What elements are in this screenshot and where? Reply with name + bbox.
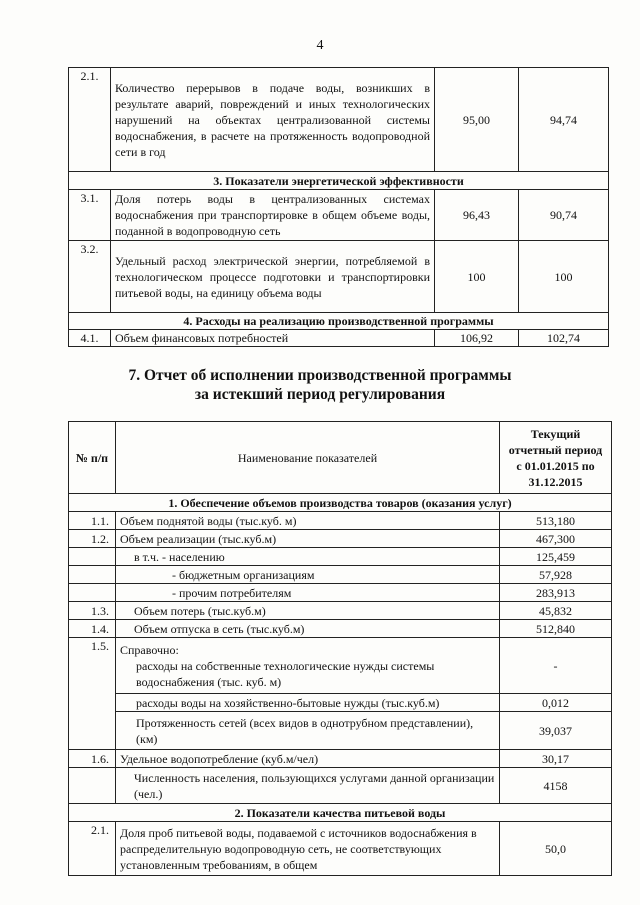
row-value: 45,832: [500, 602, 612, 620]
table-row: [69, 68, 609, 172]
table-row: [69, 638, 612, 694]
table-row: [69, 330, 609, 347]
row-value: -: [500, 638, 612, 694]
table-row: [69, 566, 612, 584]
row-value: 4158: [500, 768, 612, 804]
table-row: [69, 548, 612, 566]
row-name: в т.ч. - населению: [116, 548, 500, 566]
indicators-table-continued: [68, 67, 609, 347]
row-number: 1.1.: [69, 512, 116, 530]
row-name: Объем поднятой воды (тыс.куб. м): [116, 512, 500, 530]
report-heading: [0, 366, 640, 404]
row-value: 283,913: [500, 584, 612, 602]
row-name: Доля потерь воды в централизованных системах водоснабжения при транспортировке в общем объеме воды, поданной в водопроводную сеть: [111, 190, 435, 241]
table-row: [69, 602, 612, 620]
table-row: [69, 584, 612, 602]
program-report-table: [68, 421, 612, 876]
table-row: [69, 768, 612, 804]
row-value-plan: 96,43: [435, 190, 519, 241]
row-name: Объем потерь (тыс.куб.м): [116, 602, 500, 620]
section-row: [69, 172, 609, 190]
row-name: - прочим потребителям: [116, 584, 500, 602]
table-row: [69, 241, 609, 313]
reference-label: Справочно:: [120, 642, 179, 657]
table-row: [69, 620, 612, 638]
row-number: 3.1.: [69, 190, 111, 241]
row-number: 1.3.: [69, 602, 116, 620]
section-title: 2. Показатели качества питьевой воды: [69, 804, 612, 822]
row-number: 1.4.: [69, 620, 116, 638]
section-row: [69, 494, 612, 512]
row-name: Удельный расход электрической энергии, потребляемой в технологическом процессе подготовки и транспортировки питьевой воды, на единицу объема воды: [111, 241, 435, 313]
row-number: 1.2.: [69, 530, 116, 548]
row-value: 0,012: [500, 694, 612, 712]
table-row: [69, 822, 612, 876]
header-period: Текущий отчетный период с 01.01.2015 по 31.12.2015: [500, 422, 612, 494]
row-value: 512,840: [500, 620, 612, 638]
row-name: Доля проб питьевой воды, подаваемой с источников водоснабжения в распределительную водопроводную сеть, не соответствующих установленным требованиям, в общем: [116, 822, 500, 876]
row-value-actual: 90,74: [519, 190, 609, 241]
header-num: № п/п: [69, 422, 116, 494]
row-value: 50,0: [500, 822, 612, 876]
row-name: Объем отпуска в сеть (тыс.куб.м): [116, 620, 500, 638]
row-value-actual: 102,74: [519, 330, 609, 347]
table-row: [69, 694, 612, 712]
row-value: 513,180: [500, 512, 612, 530]
row-name: Количество перерывов в подаче воды, возникших в результате аварий, повреждений и иных технологических нарушений на объектах централизованной системы водоснабжения, в расчете на протяженность водопроводной сети в год: [111, 68, 435, 172]
row-name: [116, 638, 500, 694]
row-name: Объем финансовых потребностей: [111, 330, 435, 347]
row-name: Удельное водопотребление (куб.м/чел): [116, 750, 500, 768]
row-name: расходы воды на хозяйственно-бытовые нужды (тыс.куб.м): [116, 694, 500, 712]
row-value: 30,17: [500, 750, 612, 768]
section-row: [69, 804, 612, 822]
row-number: 4.1.: [69, 330, 111, 347]
header-row: [69, 422, 612, 494]
report-heading-line1: 7. Отчет об исполнении производственной программы: [128, 367, 512, 384]
row-number: 2.1.: [69, 822, 116, 876]
table-row: [69, 750, 612, 768]
table-row: [69, 712, 612, 750]
row-value-plan: 106,92: [435, 330, 519, 347]
row-value: 39,037: [500, 712, 612, 750]
table-row: [69, 190, 609, 241]
section-title: 3. Показатели энергетической эффективности: [69, 172, 609, 190]
row-value: 467,300: [500, 530, 612, 548]
row-number: 1.6.: [69, 750, 116, 768]
row-number: 2.1.: [69, 68, 111, 172]
table-row: [69, 512, 612, 530]
row-value-actual: 100: [519, 241, 609, 313]
page-number: 4: [316, 38, 324, 53]
header-name: Наименование показателей: [116, 422, 500, 494]
row-number: 3.2.: [69, 241, 111, 313]
row-value: 125,459: [500, 548, 612, 566]
row-number: 1.5.: [69, 638, 116, 750]
section-title: 4. Расходы на реализацию производственной программы: [69, 313, 609, 330]
section-row: [69, 313, 609, 330]
row-value: 57,928: [500, 566, 612, 584]
row-name: Протяженность сетей (всех видов в однотрубном представлении), (км): [116, 712, 500, 750]
section-title: 1. Обеспечение объемов производства товаров (оказания услуг): [69, 494, 612, 512]
report-heading-line2: за истекший период регулирования: [194, 386, 446, 403]
row-value-plan: 95,00: [435, 68, 519, 172]
own-needs-label: расходы на собственные технологические нужды системы водоснабжения (тыс. куб. м): [136, 658, 435, 689]
table-row: [69, 530, 612, 548]
row-name: Численность населения, пользующихся услугами данной организации (чел.): [116, 768, 500, 804]
row-value-actual: 94,74: [519, 68, 609, 172]
row-name: Объем реализации (тыс.куб.м): [116, 530, 500, 548]
row-name: - бюджетным организациям: [116, 566, 500, 584]
row-value-plan: 100: [435, 241, 519, 313]
